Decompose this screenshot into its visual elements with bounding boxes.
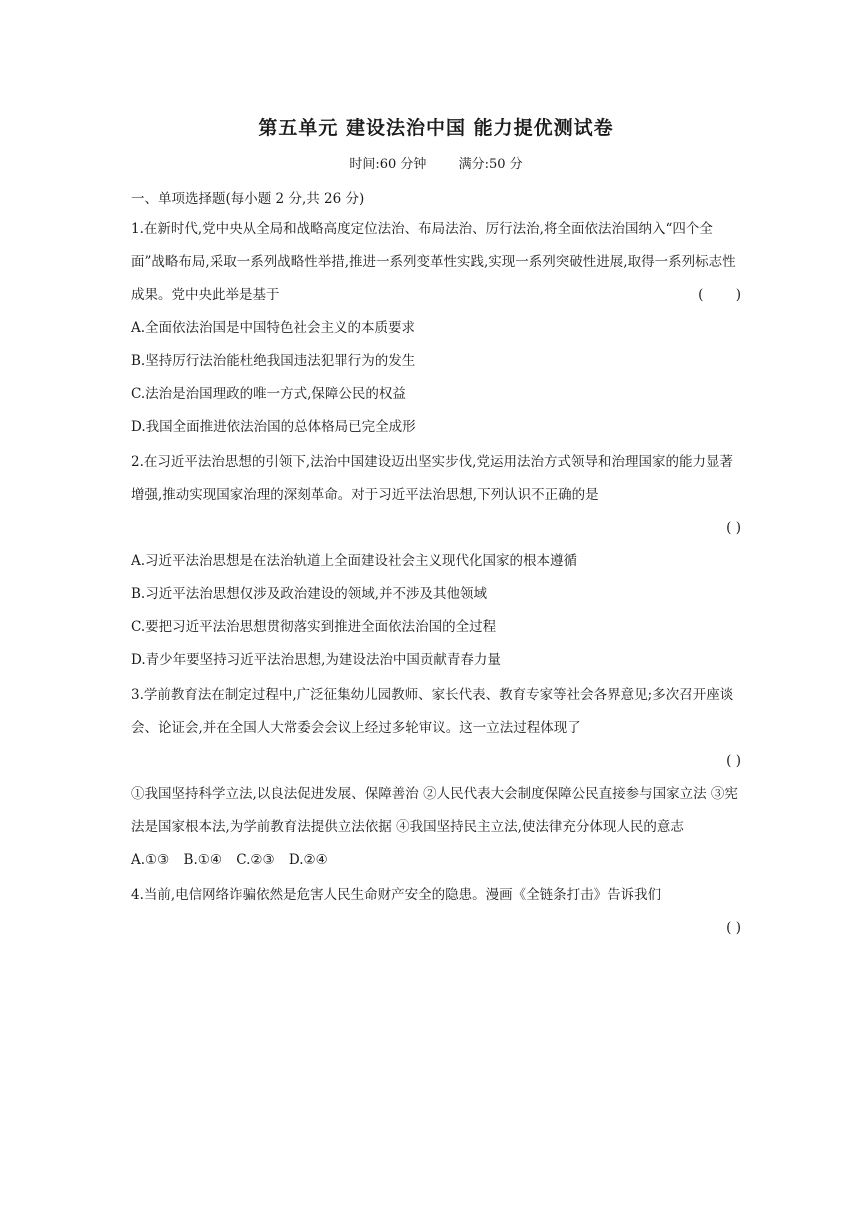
option-c: C.法治是治国理政的唯一方式,保障公民的权益 [131,386,406,402]
exam-info [131,154,741,176]
choice-row [131,844,741,877]
choice-d: D.②④ [288,852,328,868]
question-text: 1.在新时代,党中央从全局和战略高度定位法治、布局法治、厉行法治,将全面依法治国纳入“四个全面”战略布局,采取一系列战略性举措,推进一系列变革性实践,实现一系列突破性进展,取得一系列标志性成果。党中央此举是基于 [131,221,736,303]
choice-b: B.①④ [183,852,222,868]
option-a: A.习近平法治思想是在法治轨道上全面建设社会主义现代化国家的根本遵循 [131,553,578,569]
page-title: 第五单元 建设法治中国 能力提优测试卷 [258,117,614,139]
answer-blank: ( ) [726,520,741,536]
answer-blank: ( ) [698,287,755,303]
option-d: D.青少年要坚持习近平法治思想,为建设法治中国贡献青春力量 [131,652,501,668]
choice-a: A.①③ [131,852,170,868]
full-score: 满分:50 分 [458,157,523,172]
option-d: D.我国全面推进依法治国的总体格局已完全成形 [131,419,416,435]
question-stem: 2.在习近平法治思想的引领下,法治中国建设迈出坚实步伐,党运用法治方式领导和治理国家的能力显著增强,推动实现国家治理的深刻革命。对于习近平法治思想,下列认识不正确的是 [131,454,733,503]
statement-list: ①我国坚持科学立法,以良法促进发展、保障善治 ②人民代表大会制度保障公民直接参与国家立法 ③宪法是国家根本法,为学前教育法提供立法依据 ④我国坚持民主立法,使法律充分体现人民的意志 [131,786,738,835]
option-b: B.坚持厉行法治能杜绝我国违法犯罪行为的发生 [131,353,416,369]
exam-page [131,112,755,945]
answer-blank-row [131,912,741,945]
option-b: B.习近平法治思想仅涉及政治建设的领域,并不涉及其他领域 [131,586,488,602]
option-c: C.要把习近平法治思想贯彻落实到推进全面依法治国的全过程 [131,619,497,635]
question-stem: 4.当前,电信网络诈骗依然是危害人民生命财产安全的隐患。漫画《全链条打击》告诉我们 [131,887,662,903]
answer-blank-row [131,745,741,778]
choice-c: C.②③ [236,852,275,868]
question-1 [131,213,755,444]
question-3 [131,679,741,877]
question-2 [131,446,741,677]
option-a: A.全面依法治国是中国特色社会主义的本质要求 [131,320,416,336]
question-stem: 3.学前教育法在制定过程中,广泛征集幼儿园教师、家长代表、教育专家等社会各界意见;多次召开座谈会、论证会,并在全国人大常委会会议上经过多轮审议。这一立法过程体现了 [131,687,734,736]
answer-blank-row [131,512,741,545]
section-heading: 一、单项选择题(每小题 2 分,共 26 分) [131,191,365,207]
time-limit: 时间:60 分钟 [349,157,427,172]
question-stem [131,213,755,312]
answer-blank: ( ) [726,920,741,936]
question-4 [131,879,741,945]
answer-blank: ( ) [726,753,741,769]
